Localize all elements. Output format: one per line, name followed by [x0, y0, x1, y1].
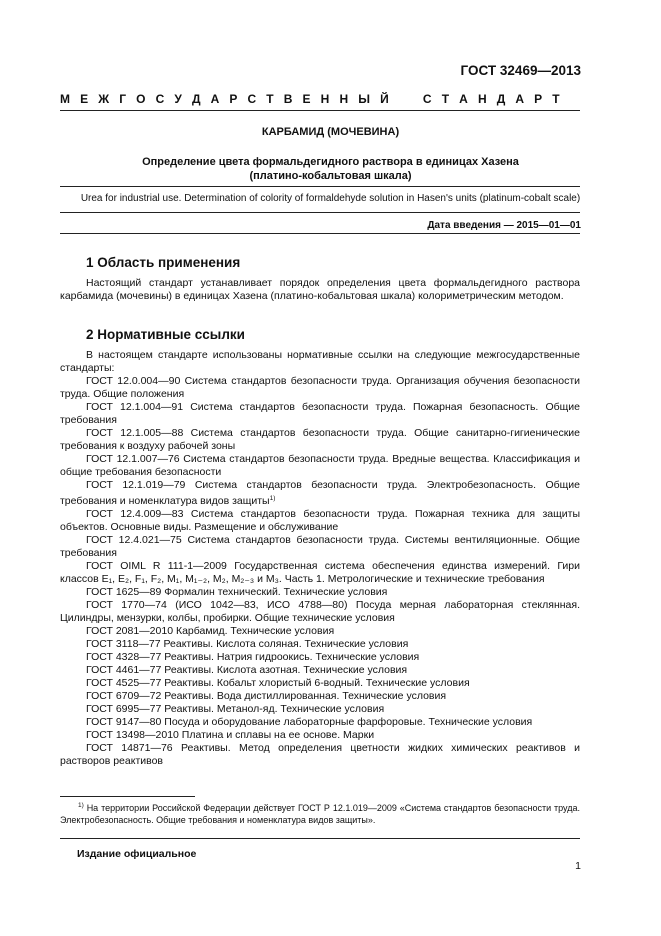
title-rule [60, 186, 580, 187]
reference-item [60, 453, 580, 479]
reference-item [60, 638, 580, 651]
reference-item [60, 690, 580, 703]
reference-item [60, 729, 580, 742]
heading-letter: О [136, 92, 146, 106]
reference-footnote-mark: 1) [269, 495, 276, 502]
heading-letter: Е [80, 92, 89, 106]
heading-letter: Г [119, 92, 127, 106]
reference-item [60, 599, 580, 625]
reference-text: ГОСТ 12.1.019—79 Система стандартов безопасности труда. Электробезопасность. Общие требования и номенклатура видов защиты [60, 479, 580, 507]
reference-text: ГОСТ 1625—89 Формалин технический. Технические условия [86, 586, 388, 598]
heading-letter: Ж [98, 92, 110, 106]
reference-item [60, 375, 580, 401]
normative-references [60, 349, 580, 768]
heading-letter: А [459, 92, 468, 106]
reference-text: ГОСТ 12.0.004—90 Система стандартов безопасности труда. Организация обучения безопасности труда. Общие положения [60, 375, 580, 400]
heading-letter: С [155, 92, 165, 106]
reference-text: ГОСТ 3118—77 Реактивы. Кислота соляная. Технические условия [86, 638, 409, 650]
intro-date: Дата введения — 2015—01—01 [427, 220, 581, 231]
footer-rule [60, 838, 580, 839]
reference-item [60, 534, 580, 560]
heading-letter: С [247, 92, 257, 106]
official-edition: Издание официальное [77, 848, 197, 860]
heading-letter: Д [496, 92, 506, 106]
heading-letter: Т [552, 92, 560, 106]
heading-letter: Д [191, 92, 201, 106]
heading-letter: Т [441, 92, 450, 106]
reference-text: ГОСТ 9147—80 Посуда и оборудование лабораторные фарфоровые. Технические условия [86, 716, 533, 728]
heading-letter: Т [266, 92, 274, 106]
heading-gap [399, 92, 413, 106]
document-subtitle [0, 155, 661, 183]
reference-item [60, 479, 580, 508]
reference-item [60, 560, 580, 586]
page-number: 1 [575, 860, 581, 872]
reference-text: ГОСТ 13498—2010 Платина и сплавы на ее основе. Марки [86, 729, 375, 741]
reference-text: ГОСТ 12.1.004—91 Система стандартов безопасности труда. Пожарная безопасность. Общие требования [60, 401, 580, 426]
reference-item [60, 625, 580, 638]
reference-item [60, 664, 580, 677]
reference-text: ГОСТ 2081—2010 Карбамид. Технические условия [86, 625, 335, 637]
heading-letter: Е [302, 92, 311, 106]
reference-item [60, 742, 580, 768]
reference-item [60, 716, 580, 729]
reference-item [60, 677, 580, 690]
footnote-rule [60, 796, 195, 797]
section-2-heading: 2 Нормативные ссылки [86, 327, 245, 342]
reference-text: ГОСТ 4525—77 Реактивы. Кобальт хлористый 6-водный. Технические условия [86, 677, 470, 689]
section-1-body [60, 277, 580, 303]
heading-letter: Р [229, 92, 238, 106]
section-1-text: Настоящий стандарт устанавливает порядок определения цвета формальдегидного раствора карбамида (мочевины) в единицах Хазена (платино-кобальтовая шкала) колориметрическим методом. [60, 277, 580, 302]
heading-letter: М [60, 92, 70, 106]
reference-text: ГОСТ 12.4.021—75 Система стандартов безопасности труда. Системы вентиляционные. Общие требования [60, 534, 580, 559]
footnote-text: На территории Российской Федерации действует ГОСТ Р 12.1.019—2009 «Система стандартов безопасности труда. Электробезопасность. Общие требования и номенклатура видов защиты». [60, 803, 580, 825]
english-title: Urea for industrial use. Determination of colority of formaldehyde solution in Hasen's units (platinum-cobalt scale) [80, 193, 581, 204]
reference-item [60, 427, 580, 453]
heading-letter: У [174, 92, 182, 106]
reference-text: ГОСТ OIML R 111-1—2009 Государственная система обеспечения единства измерений. Гири классов E₁, E₂, F₁, F₂, M₁, M₁₋₂, M₂, M₂₋₃ и M₃. Часть 1. Метрологические и технические требования [60, 560, 580, 585]
reference-text: ГОСТ 12.1.007—76 Система стандартов безопасности труда. Вредные вещества. Классификация и общие требования безопасности [60, 453, 580, 478]
subtitle-line-1: Определение цвета формальдегидного раствора в единицах Хазена [142, 156, 519, 168]
reference-item [60, 703, 580, 716]
heading-letter: В [283, 92, 293, 106]
document-title: КАРБАМИД (МОЧЕВИНА) [261, 126, 400, 138]
subtitle-line-2: (платино-кобальтовая шкала) [249, 170, 412, 182]
heading-letter: Н [339, 92, 349, 106]
reference-list [60, 375, 580, 768]
reference-item [60, 586, 580, 599]
footnote [60, 800, 580, 826]
heading-letter: Ы [358, 92, 370, 106]
english-title-rule [60, 212, 580, 213]
reference-text: ГОСТ 14871—76 Реактивы. Метод определения цветности жидких химических реактивов и растворов реактивов [60, 742, 580, 767]
reference-text: ГОСТ 12.4.009—83 Система стандартов безопасности труда. Пожарная техника для защиты объектов. Основные виды. Размещение и обслуживание [60, 508, 580, 533]
heading-letter: Н [477, 92, 487, 106]
reference-text: ГОСТ 1770—74 (ИСО 1042—83, ИСО 4788—80) Посуда мерная лабораторная стеклянная. Цилиндры, мензурки, колбы, пробирки. Общие технические условия [60, 599, 580, 624]
reference-text: ГОСТ 12.1.005—88 Система стандартов безопасности труда. Общие санитарно-гигиенические требования к воздуху рабочей зоны [60, 427, 580, 452]
reference-text: ГОСТ 6709—72 Реактивы. Вода дистиллированная. Технические условия [86, 690, 447, 702]
gost-code: ГОСТ 32469—2013 [460, 63, 581, 78]
date-rule [60, 233, 580, 234]
heading-letter: Н [320, 92, 330, 106]
heading-letter: Р [534, 92, 543, 106]
heading-letter: А [210, 92, 220, 106]
reference-text: ГОСТ 4328—77 Реактивы. Натрия гидроокись. Технические условия [86, 651, 420, 663]
heading-letter: А [515, 92, 525, 106]
heading-letter: Й [380, 92, 389, 106]
footnote-mark: 1) [78, 802, 84, 809]
reference-text: ГОСТ 6995—77 Реактивы. Метанол-яд. Технические условия [86, 703, 385, 715]
reference-item [60, 401, 580, 427]
header-rule [60, 110, 580, 111]
section-1-heading: 1 Область применения [86, 255, 241, 270]
references-intro: В настоящем стандарте использованы нормативные ссылки на следующие межгосударственные стандарты: [60, 349, 580, 374]
standard-type-heading [60, 92, 560, 106]
reference-item [60, 651, 580, 664]
heading-letter: С [422, 92, 432, 106]
reference-item [60, 508, 580, 534]
reference-text: ГОСТ 4461—77 Реактивы. Кислота азотная. Технические условия [86, 664, 408, 676]
